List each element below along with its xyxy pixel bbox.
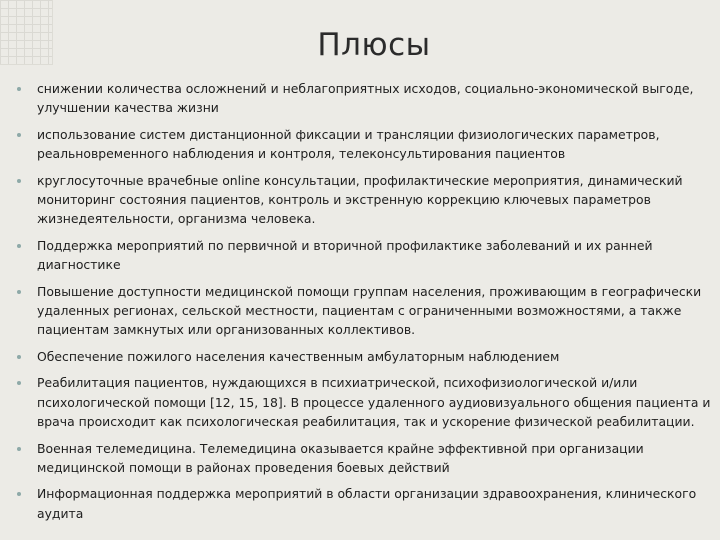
bullet-dot-icon <box>17 447 21 451</box>
bullet-text: Реабилитация пациентов, нуждающихся в психиатрической, психофизиологической и/или психологической помощи [12, 15, 18]. В процессе удаленного аудиовизуального общения пациента и врача происходит как психологическая реабилитация, так и ускорение физической реабилитации. <box>37 375 711 430</box>
bullet-text: Информационная поддержка мероприятий в области организации здравоохранения, клинического аудита <box>37 486 697 521</box>
bullet-text: Поддержка мероприятий по первичной и вторичной профилактике заболеваний и их ранней диагностике <box>37 237 653 273</box>
bullet-item <box>12 171 716 229</box>
bullet-text: Обеспечение пожилого населения качественным амбулаторным наблюдением <box>37 348 560 364</box>
bullet-text: снижении количества осложнений и неблагоприятных исходов, социально-экономической выгоде, улучшении качества жизни <box>37 81 694 116</box>
bullet-item <box>12 347 716 366</box>
bullet-item <box>12 236 716 275</box>
bullet-item <box>12 125 716 164</box>
bullet-dot-icon <box>17 381 21 385</box>
bullet-dot-icon <box>17 133 21 137</box>
bullet-dot-icon <box>17 492 21 496</box>
bullet-dot-icon <box>17 179 21 183</box>
slide-title: Плюсы <box>317 27 431 63</box>
bullet-text: использование систем дистанционной фиксации и трансляции физиологических параметров, реальновременного наблюдения и контроля, телеконсультирования пациентов <box>37 126 660 162</box>
bullet-dot-icon <box>17 355 21 359</box>
bullet-item <box>12 439 716 478</box>
bullet-item <box>12 373 716 431</box>
bullet-list <box>12 79 716 530</box>
bullet-dot-icon <box>17 290 21 294</box>
bullet-text: круглосуточные врачебные online консультации, профилактические мероприятия, динамический мониторинг состояния пациентов, контроль и экстренную коррекцию ключевых параметров жизнедеятельности, организма человека. <box>37 172 683 227</box>
bullet-dot-icon <box>17 244 21 248</box>
bullet-dot-icon <box>17 87 21 91</box>
bullet-text: Военная телемедицина. Телемедицина оказывается крайне эффективной при организации медицинской помощи в районах проведения боевых действий <box>37 440 644 475</box>
bullet-item <box>12 79 716 118</box>
bullet-item <box>12 282 716 340</box>
bullet-item <box>12 484 716 523</box>
bullet-text: Повышение доступности медицинской помощи группам населения, проживающим в географически удаленных регионах, сельской местности, пациентам с ограниченными возможностями, а также пациентам замкнутых или организованных коллективов. <box>37 283 702 338</box>
